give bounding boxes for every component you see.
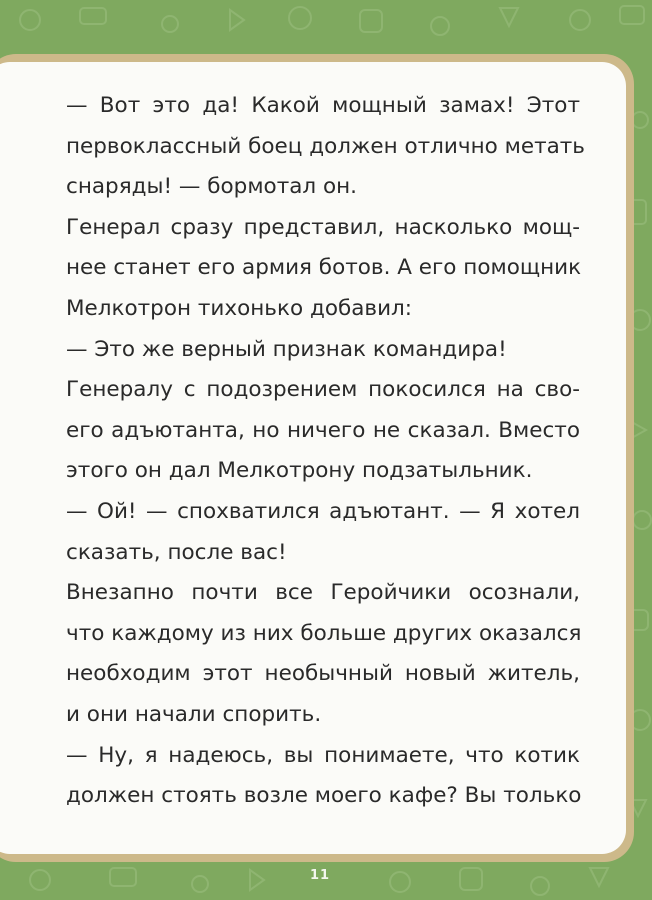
- paragraph-5: [66, 492, 580, 573]
- text-line: — Ой! — спохватился адъютант. — Я хотел: [66, 498, 580, 524]
- text-line: Генералу с подозрением покосился на сво-: [66, 377, 580, 403]
- page-number: 11: [309, 868, 331, 883]
- text-line: — Ну, я надеюсь, вы понимаете, что котик: [66, 742, 580, 768]
- text-line: нее станет его армия ботов. А его помощник: [66, 255, 582, 281]
- story-text: [66, 86, 585, 817]
- paragraph-4: [66, 370, 580, 492]
- text-line: и они начали спорить.: [66, 701, 322, 727]
- paragraph-3: [66, 330, 580, 371]
- text-line: первоклассный боец должен отлично метать: [66, 133, 585, 159]
- text-line: необходим этот необычный новый житель,: [66, 661, 580, 687]
- text-line: его адъютанта, но ничего не сказал. Вместо: [66, 417, 580, 443]
- paragraph-6: [66, 573, 580, 735]
- text-line: снаряды! — бормотал он.: [66, 174, 358, 200]
- text-line: Мелкотрон тихонько добавил:: [66, 295, 413, 321]
- paragraph-7: [66, 736, 580, 817]
- text-line: что каждому из них больше других оказался: [66, 620, 582, 646]
- paragraph-1: [66, 86, 585, 208]
- text-line: Генерал сразу представил, насколько мощ-: [66, 214, 580, 240]
- text-line: Внезапно почти все Геройчики осознали,: [66, 580, 580, 606]
- text-line: должен стоять возле моего кафе? Вы только: [66, 783, 582, 809]
- text-line: этого он дал Мелкотрону подзатыльник.: [66, 458, 533, 484]
- paragraph-2: [66, 208, 580, 330]
- text-line: — Вот это да! Какой мощный замах! Этот: [66, 93, 580, 118]
- text-line: сказать, после вас!: [66, 539, 287, 565]
- text-line: — Это же верный признак командира!: [66, 336, 507, 362]
